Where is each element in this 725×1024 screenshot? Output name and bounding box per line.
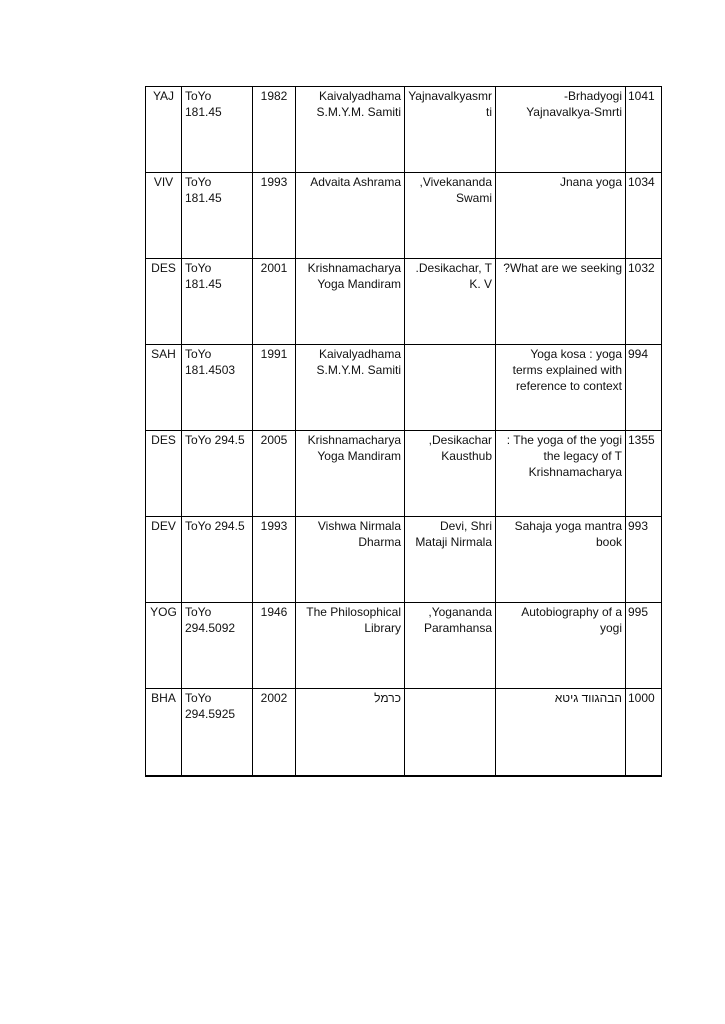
publisher: Advaita Ashrama <box>296 173 405 259</box>
publication-year: 2001 <box>253 259 296 345</box>
call-number: ToYo 294.5925 <box>182 689 253 777</box>
table-row <box>146 431 662 517</box>
publication-year: 2005 <box>253 431 296 517</box>
publisher: Kaivalyadhama S.M.Y.M. Samiti <box>296 345 405 431</box>
item-code: DES <box>146 259 182 345</box>
book-title: ?What are we seeking <box>496 259 626 345</box>
call-number: ToYo 294.5092 <box>182 603 253 689</box>
table-row <box>146 173 662 259</box>
publication-year: 1991 <box>253 345 296 431</box>
publication-year: 1993 <box>253 173 296 259</box>
book-title: Yoga kosa : yoga terms explained with reference to context <box>496 345 626 431</box>
publisher: Vishwa Nirmala Dharma <box>296 517 405 603</box>
table-row <box>146 259 662 345</box>
book-title: -Brhadyogi Yajnavalkya-Smrti <box>496 87 626 173</box>
book-title: Jnana yoga <box>496 173 626 259</box>
table-row <box>146 87 662 173</box>
item-code: YOG <box>146 603 182 689</box>
publication-year: 1946 <box>253 603 296 689</box>
call-number: ToYo 181.45 <box>182 87 253 173</box>
item-code: DEV <box>146 517 182 603</box>
record-number: 995 <box>626 603 662 689</box>
record-number: 1034 <box>626 173 662 259</box>
author <box>405 689 496 777</box>
table-row <box>146 603 662 689</box>
author: ,Desikachar Kausthub <box>405 431 496 517</box>
author: ,Vivekananda Swami <box>405 173 496 259</box>
record-number: 1000 <box>626 689 662 777</box>
call-number: ToYo 181.45 <box>182 259 253 345</box>
author <box>405 345 496 431</box>
publisher: Kaivalyadhama S.M.Y.M. Samiti <box>296 87 405 173</box>
call-number: ToYo 294.5 <box>182 517 253 603</box>
author: Yajnavalkyasmrti <box>405 87 496 173</box>
call-number: ToYo 294.5 <box>182 431 253 517</box>
record-number: 1032 <box>626 259 662 345</box>
record-number: 994 <box>626 345 662 431</box>
book-title: : The yoga of the yogi the legacy of T Krishnamacharya <box>496 431 626 517</box>
table-row <box>146 517 662 603</box>
record-number: 1355 <box>626 431 662 517</box>
publication-year: 1993 <box>253 517 296 603</box>
author: ,Yogananda Paramhansa <box>405 603 496 689</box>
book-title: Sahaja yoga mantra book <box>496 517 626 603</box>
item-code: DES <box>146 431 182 517</box>
table-row <box>146 689 662 777</box>
publisher: כרמל <box>296 689 405 777</box>
item-code: YAJ <box>146 87 182 173</box>
publication-year: 1982 <box>253 87 296 173</box>
call-number: ToYo 181.45 <box>182 173 253 259</box>
item-code: SAH <box>146 345 182 431</box>
item-code: VIV <box>146 173 182 259</box>
table-row <box>146 345 662 431</box>
record-number: 993 <box>626 517 662 603</box>
record-number: 1041 <box>626 87 662 173</box>
item-code: BHA <box>146 689 182 777</box>
publication-year: 2002 <box>253 689 296 777</box>
book-title: Autobiography of a yogi <box>496 603 626 689</box>
publisher: The Philosophical Library <box>296 603 405 689</box>
publisher: Krishnamacharya Yoga Mandiram <box>296 259 405 345</box>
publisher: Krishnamacharya Yoga Mandiram <box>296 431 405 517</box>
catalog-table <box>145 86 662 777</box>
author: Devi, Shri Mataji Nirmala <box>405 517 496 603</box>
call-number: ToYo 181.4503 <box>182 345 253 431</box>
author: .Desikachar, T K. V <box>405 259 496 345</box>
book-title: הבהגווד גיטא <box>496 689 626 777</box>
